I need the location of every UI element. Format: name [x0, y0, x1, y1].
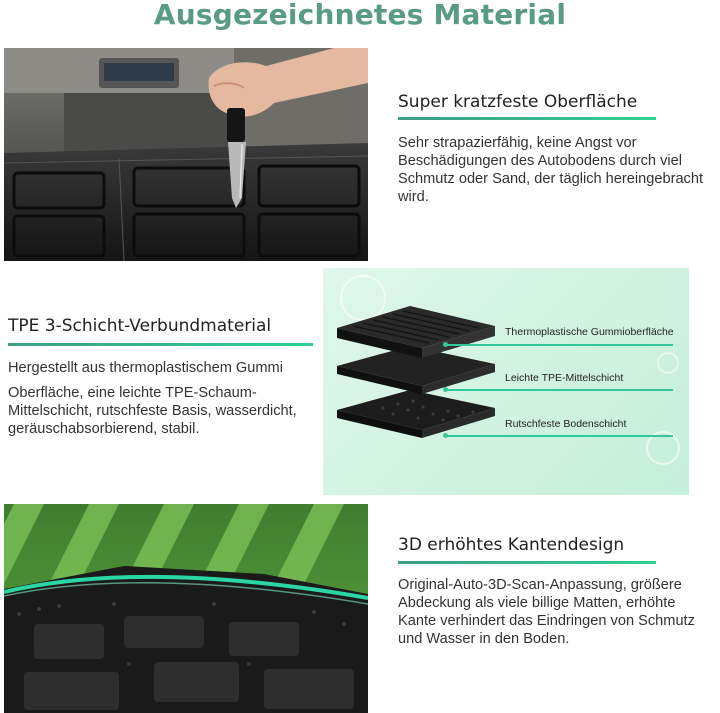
section-1-underline	[398, 117, 656, 120]
section-3-underline	[398, 561, 656, 564]
section-2-underline	[8, 343, 313, 346]
section-2-text-2: Oberfläche, eine leichte TPE-Schaum-Mittelschicht, rutschfeste Basis, wasserdicht, geräuschabsorbierend, stabil.	[8, 385, 297, 437]
layer-3-line	[447, 435, 673, 437]
section-3-text: Original-Auto-3D-Scan-Anpassung, größere Abdeckung als viele billige Matten, erhöhte Kante verhindert das Eindringen von Schmutz und Wasser in den Boden.	[398, 577, 695, 647]
section-2-heading: TPE 3-Schicht-Verbundmaterial	[8, 316, 272, 336]
section-2-text-1: Hergestellt aus thermoplastischem Gummi	[8, 360, 283, 376]
layer-2-line	[447, 389, 673, 391]
section-3-heading: 3D erhöhtes Kantendesign	[398, 535, 625, 555]
trunk-mat-image	[4, 48, 368, 261]
section-1-text: Sehr strapazierfähig, keine Angst vor Beschädigungen des Autobodens durch viel Schmutz oder Sand, der täglich hereingebracht wird.	[398, 135, 704, 205]
layer-diagram	[323, 268, 689, 495]
page-title: Ausgezeichnetes Material	[153, 0, 567, 31]
layer-1-line	[447, 344, 673, 346]
lawn-mat-image	[4, 504, 368, 713]
section-1-heading: Super kratzfeste Oberfläche	[398, 92, 638, 112]
layer-3-label: Rutschfeste Bodenschicht	[505, 418, 627, 430]
layer-1-label: Thermoplastische Gummioberfläche	[505, 326, 674, 338]
layer-2-label: Leichte TPE-Mittelschicht	[505, 372, 624, 384]
